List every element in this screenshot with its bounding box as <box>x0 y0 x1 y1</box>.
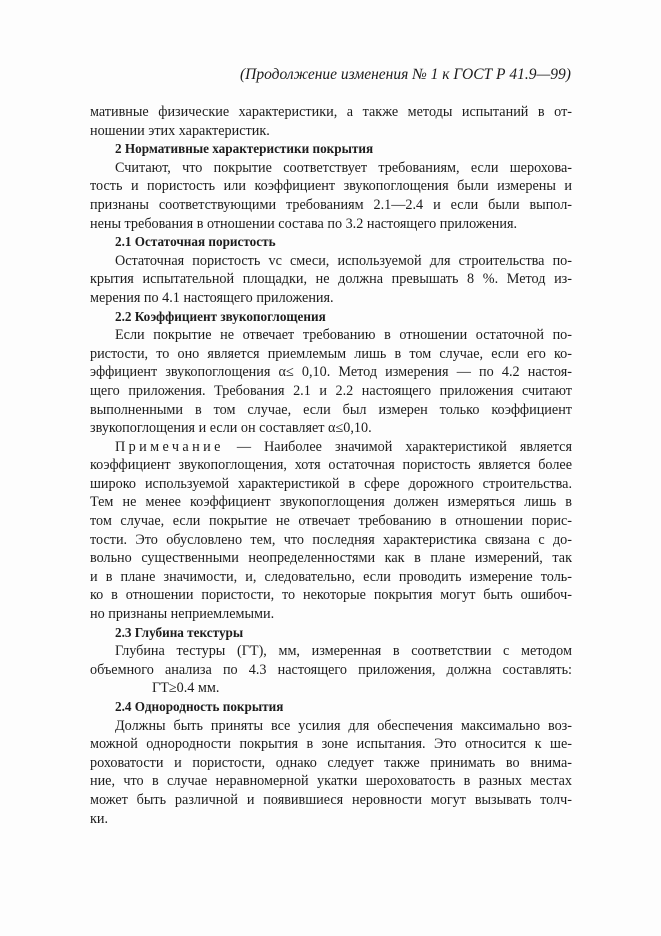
text-line: эффициент звукопоглощения α≤ 0,10. Метод измерения — по 4.2 настоя- <box>90 364 572 381</box>
document-body <box>90 103 572 828</box>
text-line: коэффициент звукопоглощения, хотя остаточная пористость является более <box>90 457 572 474</box>
page-header: (Продолжение изменения № 1 к ГОСТ Р 41.9—99) <box>240 66 571 83</box>
text-line: Остаточная пористость vc смеси, используемой для строительства по- <box>115 252 572 269</box>
text-line: звукопоглощения и если он составляет α≤0,10. <box>90 420 372 437</box>
text-line: ношении этих характеристик. <box>90 122 270 139</box>
text-line: том случае, если покрытие не отвечает требованию в отношении порис- <box>90 513 572 530</box>
text-line: широко используемой характеристикой в сфере дорожного строительства. <box>90 475 572 492</box>
text-line: но признаны неприемлемыми. <box>90 606 275 623</box>
text-line: Глубина тестуры (ГТ), мм, измеренная в соответствии с методом <box>115 643 572 660</box>
text-line: Если покрытие не отвечает требованию в отношении остаточной по- <box>115 327 572 344</box>
section-heading: 2.3 Глубина текстуры <box>115 624 244 640</box>
text-line: Должны быть приняты все усилия для обеспечения максимально воз- <box>115 717 572 734</box>
text-line: объемного анализа по 4.3 настоящего приложения, должна составлять: <box>90 661 572 678</box>
section-heading: 2.1 Остаточная пористость <box>115 234 276 250</box>
text-line: вольно существенными неопределенностями как в плане измерений, так <box>90 550 572 567</box>
text-line: может быть различной и появившиеся неровности могут вызывать толч- <box>90 791 572 808</box>
text-line: мерения по 4.1 настоящего приложения. <box>90 289 334 306</box>
section-heading: 2.2 Коэффициент звукопоглощения <box>115 308 326 324</box>
text-line: и в плане значимости, и, следовательно, если проводить измерение толь- <box>90 568 572 585</box>
text-line: тость и пористость или коэффициент звукопоглощения были измерены и <box>90 178 572 195</box>
text-line: ко в отношении пористости, то некоторые покрытия могут быть ошибоч- <box>90 587 572 604</box>
text-line: ристости, то оно является приемлемым лишь в том случае, если его ко- <box>90 345 572 362</box>
text-line: роховатости и пористости, однако следует также принимать во внима- <box>90 754 572 771</box>
text-line: ки. <box>90 810 109 827</box>
text-line: щего приложения. Требования 2.1 и 2.2 настоящего приложения считают <box>90 382 572 399</box>
text-line: крытия испытательной площадки, не должна превышать 8 %. Метод из- <box>90 271 572 288</box>
text-line: выполненными в том случае, если был измерен только коэффициент <box>90 401 572 418</box>
section-heading: 2.4 Однородность покрытия <box>115 699 284 714</box>
text-line: ние, что в случае неравномерной укатки шероховатость в разных местах <box>90 773 572 790</box>
text-line: Считают, что покрытие соответствует требованиям, если шерохова- <box>115 159 572 176</box>
text-line: признаны соответствующими требованиям 2.1—2.4 и если были выпол- <box>90 196 572 213</box>
text-line: мативные физические характеристики, а также методы испытаний в от- <box>90 104 572 120</box>
note-label: Примечание <box>115 438 224 455</box>
text-line: можной однородности покрытия в зоне испытания. Это относится к ше- <box>90 736 572 753</box>
text-line: Тем не менее коэффициент звукопоглощения должен измеряться лишь в <box>90 494 572 511</box>
section-heading: 2 Нормативные характеристики покрытия <box>115 141 374 157</box>
text-line: тости. Это обусловлено тем, что последняя характеристика связана с до- <box>90 531 572 548</box>
text-line: Примечание — Наиболее значимой характеристикой является <box>115 438 572 455</box>
text-line: нены требования в отношении состава по 3.2 настоящего приложения. <box>90 215 518 232</box>
text-line: ГТ≥0.4 мм. <box>152 680 220 697</box>
